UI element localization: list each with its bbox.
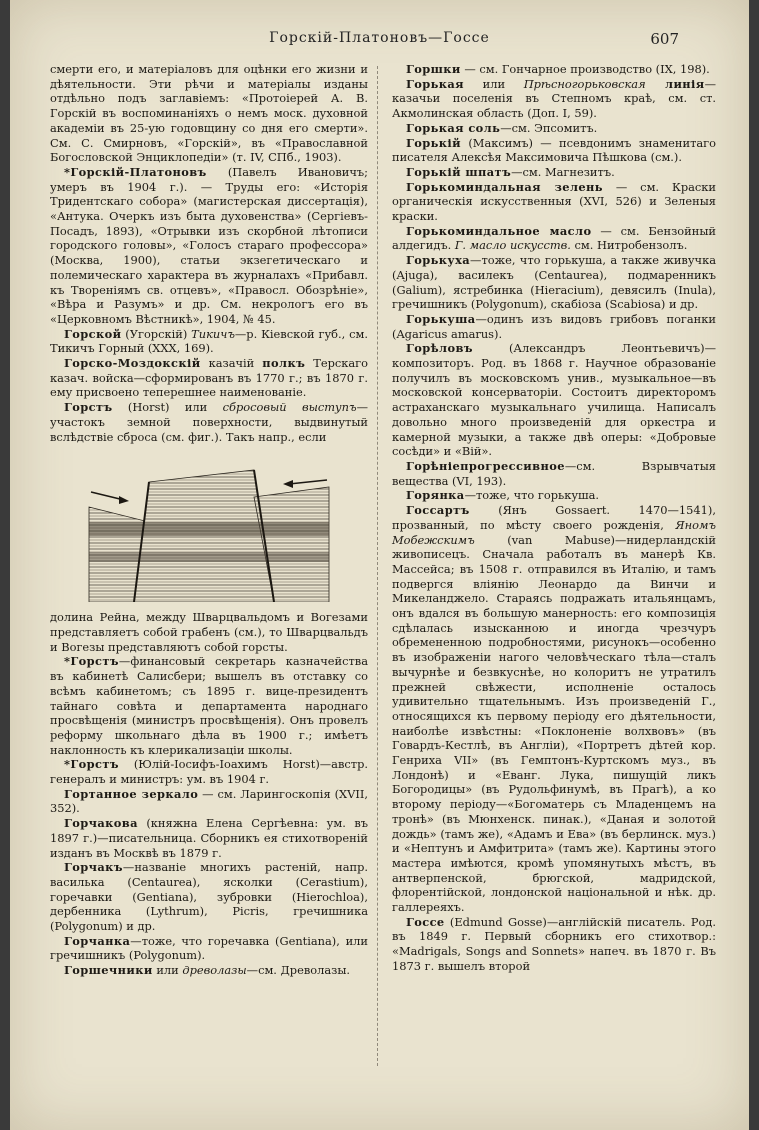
headword: Горшки [406,62,461,76]
entry-gorkusha [392,312,716,341]
horst-diagram [79,452,339,602]
entry-text: (княжна Елена Сергѣевна: ум. въ 1897 г.)—писательница. Сборникъ ея стихотвореній изданъ въ Москвѣ въ 1879 г. [50,816,368,860]
entry-text: —названіе многихъ растеній, напр. василька (Centaurea), ясколки (Cerastium), горечавки (Gentiana), зубровки (Hierochloa), дербенника (Lythrum), Picris, гречишника (Polygonum) и др. [50,860,368,934]
headword: полкъ [262,356,306,371]
headword: Горско-Моздокскій [64,356,201,371]
entry-gorkomindalnoe-maslo [392,224,716,253]
entry-gorchanka [50,934,368,963]
entry-text: —участокъ земной поверхности, выдвинутый вслѣдствіе сброса (см. фиг.). Такъ напр., если [50,400,368,444]
headword: Горькая [406,76,464,91]
entry-text: (Янъ Gossaert. 1470—1541), прозванный, по мѣсту своего рожденія, [392,503,716,532]
headword: Госсартъ [406,503,470,518]
entry-italic: сбросовый выступъ [222,400,357,415]
column-divider [377,66,378,1066]
entry-gorst-1 [50,654,368,757]
entry-continuation [50,610,368,654]
headword: Горшечники [64,963,153,978]
page-header [10,30,749,52]
entry-text: казачій [200,356,263,371]
left-column [50,62,368,978]
page [10,0,749,1130]
entry-text: —см. Магнезитъ. [511,164,615,179]
entry-text: (Павелъ Ивановичъ; умеръ въ 1904 г.). — Труды его: «Исторія Тридентскаго собора» (магистерская диссертація), «Антука. Очеркъ изъ быта духовенства» (Сергіевъ-Посадъ, 1893), «Отрывки изъ скорбной лѣтописи городского головы», «Голосъ стараго профессора» (Москва, 1900), статьи экзегетическаго и полемическаго характера въ журналахъ «Прибавл. къ Твореніямъ св. отцевъ», «Правосл. Обозрѣніе», «Вѣра и Разумъ» и др. См. некрологъ его въ «Церковномъ Вѣстникѣ», 1904, № 45. [50,164,368,326]
entry-text: см. Нитробензолъ. [570,238,688,253]
entry-text: или [152,963,183,978]
entry-text: или [463,76,524,91]
entry-gorkaya-liniya [392,77,716,121]
entry-text: —казачьи поселенія въ Степномъ краѣ, см. ст. Акмолинская область (Доп. I, 59). [392,76,716,121]
entry-italic: Тикичъ [191,326,235,341]
headword: *Горскій-Платоновъ [64,164,207,179]
headword: Горькій шпатъ [406,164,512,179]
entry-text: —финансовый секретарь казначейства въ кабинетѣ Салисбери; вышелъ въ отставку со всѣмъ кабинетомъ; съ 1895 г. вице-президентъ тайнаго совѣта и департамента народнаго просвѣщенія (министръ просвѣщенія). Онъ провелъ реформу школьнаго дѣла въ 1900 г.; имѣетъ наклонность къ клерикализаціи школы. [50,654,368,757]
headword: Горстъ [64,400,113,415]
entry-text: —р. Кіевской губ., см. Тикичъ Горный (XXX, 169). [50,326,369,356]
headword: Горькуха [406,253,471,268]
entry-text: —см. Эпсомитъ. [500,120,598,135]
entry-italic: Прѣсногорьковская [523,76,646,91]
headword: Горькая соль [406,120,501,135]
entry-gosse [392,915,716,974]
headword: Госсе [406,914,445,929]
entry-gortannoe-zerkalo [50,787,368,816]
headword: Горчанка [64,933,131,948]
entry-gorkaya-sol [392,121,716,136]
entry-gorchak [50,860,368,934]
entry-gorky [392,136,716,165]
headword: *Горстъ [64,757,119,772]
entry-gorskoy [50,327,368,356]
entry-gorst-2 [50,757,368,786]
entry-gorkukha [392,253,716,312]
headword: Горчакъ [64,860,123,875]
entry-text: (van Mabuse)—нидерландскій живописецъ. Сначала работалъ въ манерѣ Кв. Массейса; въ 1508 г. отправился въ Италію, и тамъ подвергся вліянію Леонардо да Винчи и Микеланджело. Стараясь подражать итальянцамъ, онъ вдался въ большую манерность: его композиція сдѣлалась изысканною и иногда чрезчуръ обремененною подробностями, рисунокъ—особенно въ изображеніи нагого человѣческаго тѣла—сталъ вычурнѣе и безвкуснѣе, но колоритъ не утратилъ прежней свѣжести, исполненіе осталось удивительно тщательнымъ. Изъ произведеній Г., относящихся къ первому періоду его дѣятельности, наиболѣе извѣстны: «Поклоненіе волхвовъ» (въ Говардъ-Кестлѣ, въ Англіи), «Портретъ дѣтей кор. Генриха VII» (въ Гемптонъ-Куртскомъ муз., въ Лондонѣ) и «Еванг. Лука, пишущій ликъ Богородицы» (въ Рудольфинумѣ, въ Прагѣ), а ко второму періоду—«Богоматерь съ Младенцемъ на тронѣ» (въ Мюнхенск. пинак.), «Даная и золотой дождь» (тамъ же), «Адамъ и Ева» (въ берлинск. муз.) и «Нептунъ и Амфитрита» (тамъ же). Картины этого мастера имѣются, кромѣ упомянутыхъ мѣстъ, въ антверпенской, брюгской, мадридской, флорентійской, лондонской національной и нѣк. др. галлереяхъ. [392,532,716,915]
headword: линія [645,76,705,91]
entry-text: (Александръ Леонтьевичъ)—композиторъ. Род. въ 1868 г. Научное образованіе получилъ въ московскомъ унив., музыкальное—въ московской консерваторіи. Состоитъ директоромъ астраханскаго музыкальнаго училища. Написалъ довольно много произведеній для оркестра и камерной музыки, а также двѣ оперы: «Добровые сосѣди» и «Вій». [392,341,716,459]
entry-gorsko-mozdoksky [50,356,368,400]
horst-figure [50,452,368,602]
entry-text: (Edmund Gosse)—англійскій писатель. Род. въ 1849 г. Первый сборникъ его стихотвор.: «Madrigals, Songs and Sonnets» напеч. въ 1870 г. Въ 1873 г. вышелъ второй [392,914,716,973]
entry-gorenie-progressivnoe [392,459,716,488]
entry-gorelov [392,341,716,459]
headword: Горькій [406,135,461,150]
entry-text: смерти его, и матеріаловъ для оцѣнки его жизни и дѣятельности. Эти рѣчи и матеріалы изданы отдѣльно подъ заглавіемъ: «Протоіерей А. В. Горскій въ воспоминаніяхъ о немъ моск. духовной академіи въ 25-ую годовщину со дня его смерти». См. С. Смирновъ, «Горскій», въ «Православной Богословской Энциклопедіи» (т. IV, СПб., 1903). [50,62,368,165]
entry-text: —тоже, что горькуша. [464,488,600,503]
headword: Горькоминдальная зелень [406,179,603,194]
running-title: Горскій-Платоновъ—Госсе [269,30,490,46]
entry-text: — см. Гончарное производство (IX, 198). [460,62,710,76]
headword: Горѣніепрогрессивное [406,458,565,473]
entry-text: (Максимъ) — псевдонимъ знаменитаго писателя Алексѣя Максимовича Пѣшкова (см.). [392,135,716,165]
entry-continuation [50,62,368,165]
entry-text: (Угорскій) [121,326,192,341]
headword: *Горстъ [64,654,119,669]
entry-gossart [392,503,716,915]
entry-text: —тоже, что горькуша, а также живучка (Ajuga), василекъ (Centaurea), подмаренникъ (Galium), ястребинка (Hieracium), девясилъ (Inula), гречишникъ (Polygonum), скабіоза (Scabiosa) и др. [392,253,716,312]
headword: Горчакова [64,816,138,831]
entry-text: — см. Краски органическія искусственныя (XVI, 526) и Зеленыя краски. [392,179,716,224]
entry-gorkomindalnaya-zelen [392,180,716,224]
page-number: 607 [650,30,679,48]
headword: Гортанное зеркало [64,786,199,801]
entry-italic: Яномъ Мобежскимъ [392,517,716,547]
entry-goryanka [392,488,716,503]
entry-horst [50,400,368,444]
entry-text: —см. Взрывчатыя вещества (VI, 193). [392,458,716,488]
headword: Горькоминдальное масло [406,223,592,238]
entry-text: —одинъ изъ видовъ грибовъ поганки (Agaricus amarus). [392,311,716,341]
entry-gorsky-platonov [50,165,368,327]
entry-text: (Horst) или [112,400,223,415]
entry-gorshki [392,62,716,77]
entry-italic: Г. масло искусств. [454,238,571,253]
entry-gorchakova [50,816,368,860]
entry-italic: древолазы [182,963,247,978]
entry-text: долина Рейна, между Шварцвальдомъ и Вогезами представляетъ собой грабенъ (см.), то Шварцвальдъ и Вогезы представляютъ собой горсты. [50,610,368,654]
headword: Горькуша [406,311,476,326]
entry-gorshechniki [50,963,368,978]
entry-text: —см. Древолазы. [246,963,351,978]
entry-gorky-shpat [392,165,716,180]
entry-text: —тоже, что горечавка (Gentiana), или гречишникъ (Polygonum). [50,933,368,963]
entry-text: — см. Ларингоскопія (XVII, 352). [50,786,368,816]
headword: Горянка [406,488,465,503]
headword: Горской [64,326,122,341]
headword: Горѣловъ [406,341,473,356]
entry-text: Терскаго казач. войска—сформированъ въ 1770 г.; въ 1870 г. ему присвоено теперешнее наименованіе. [50,356,368,400]
entry-text: — см. Бензойный алдегидъ. [392,223,716,253]
right-column [392,62,716,974]
entry-text: (Юлій-Іосифъ-Іоахимъ Horst)—австр. генералъ и министръ: ум. въ 1904 г. [50,757,368,787]
